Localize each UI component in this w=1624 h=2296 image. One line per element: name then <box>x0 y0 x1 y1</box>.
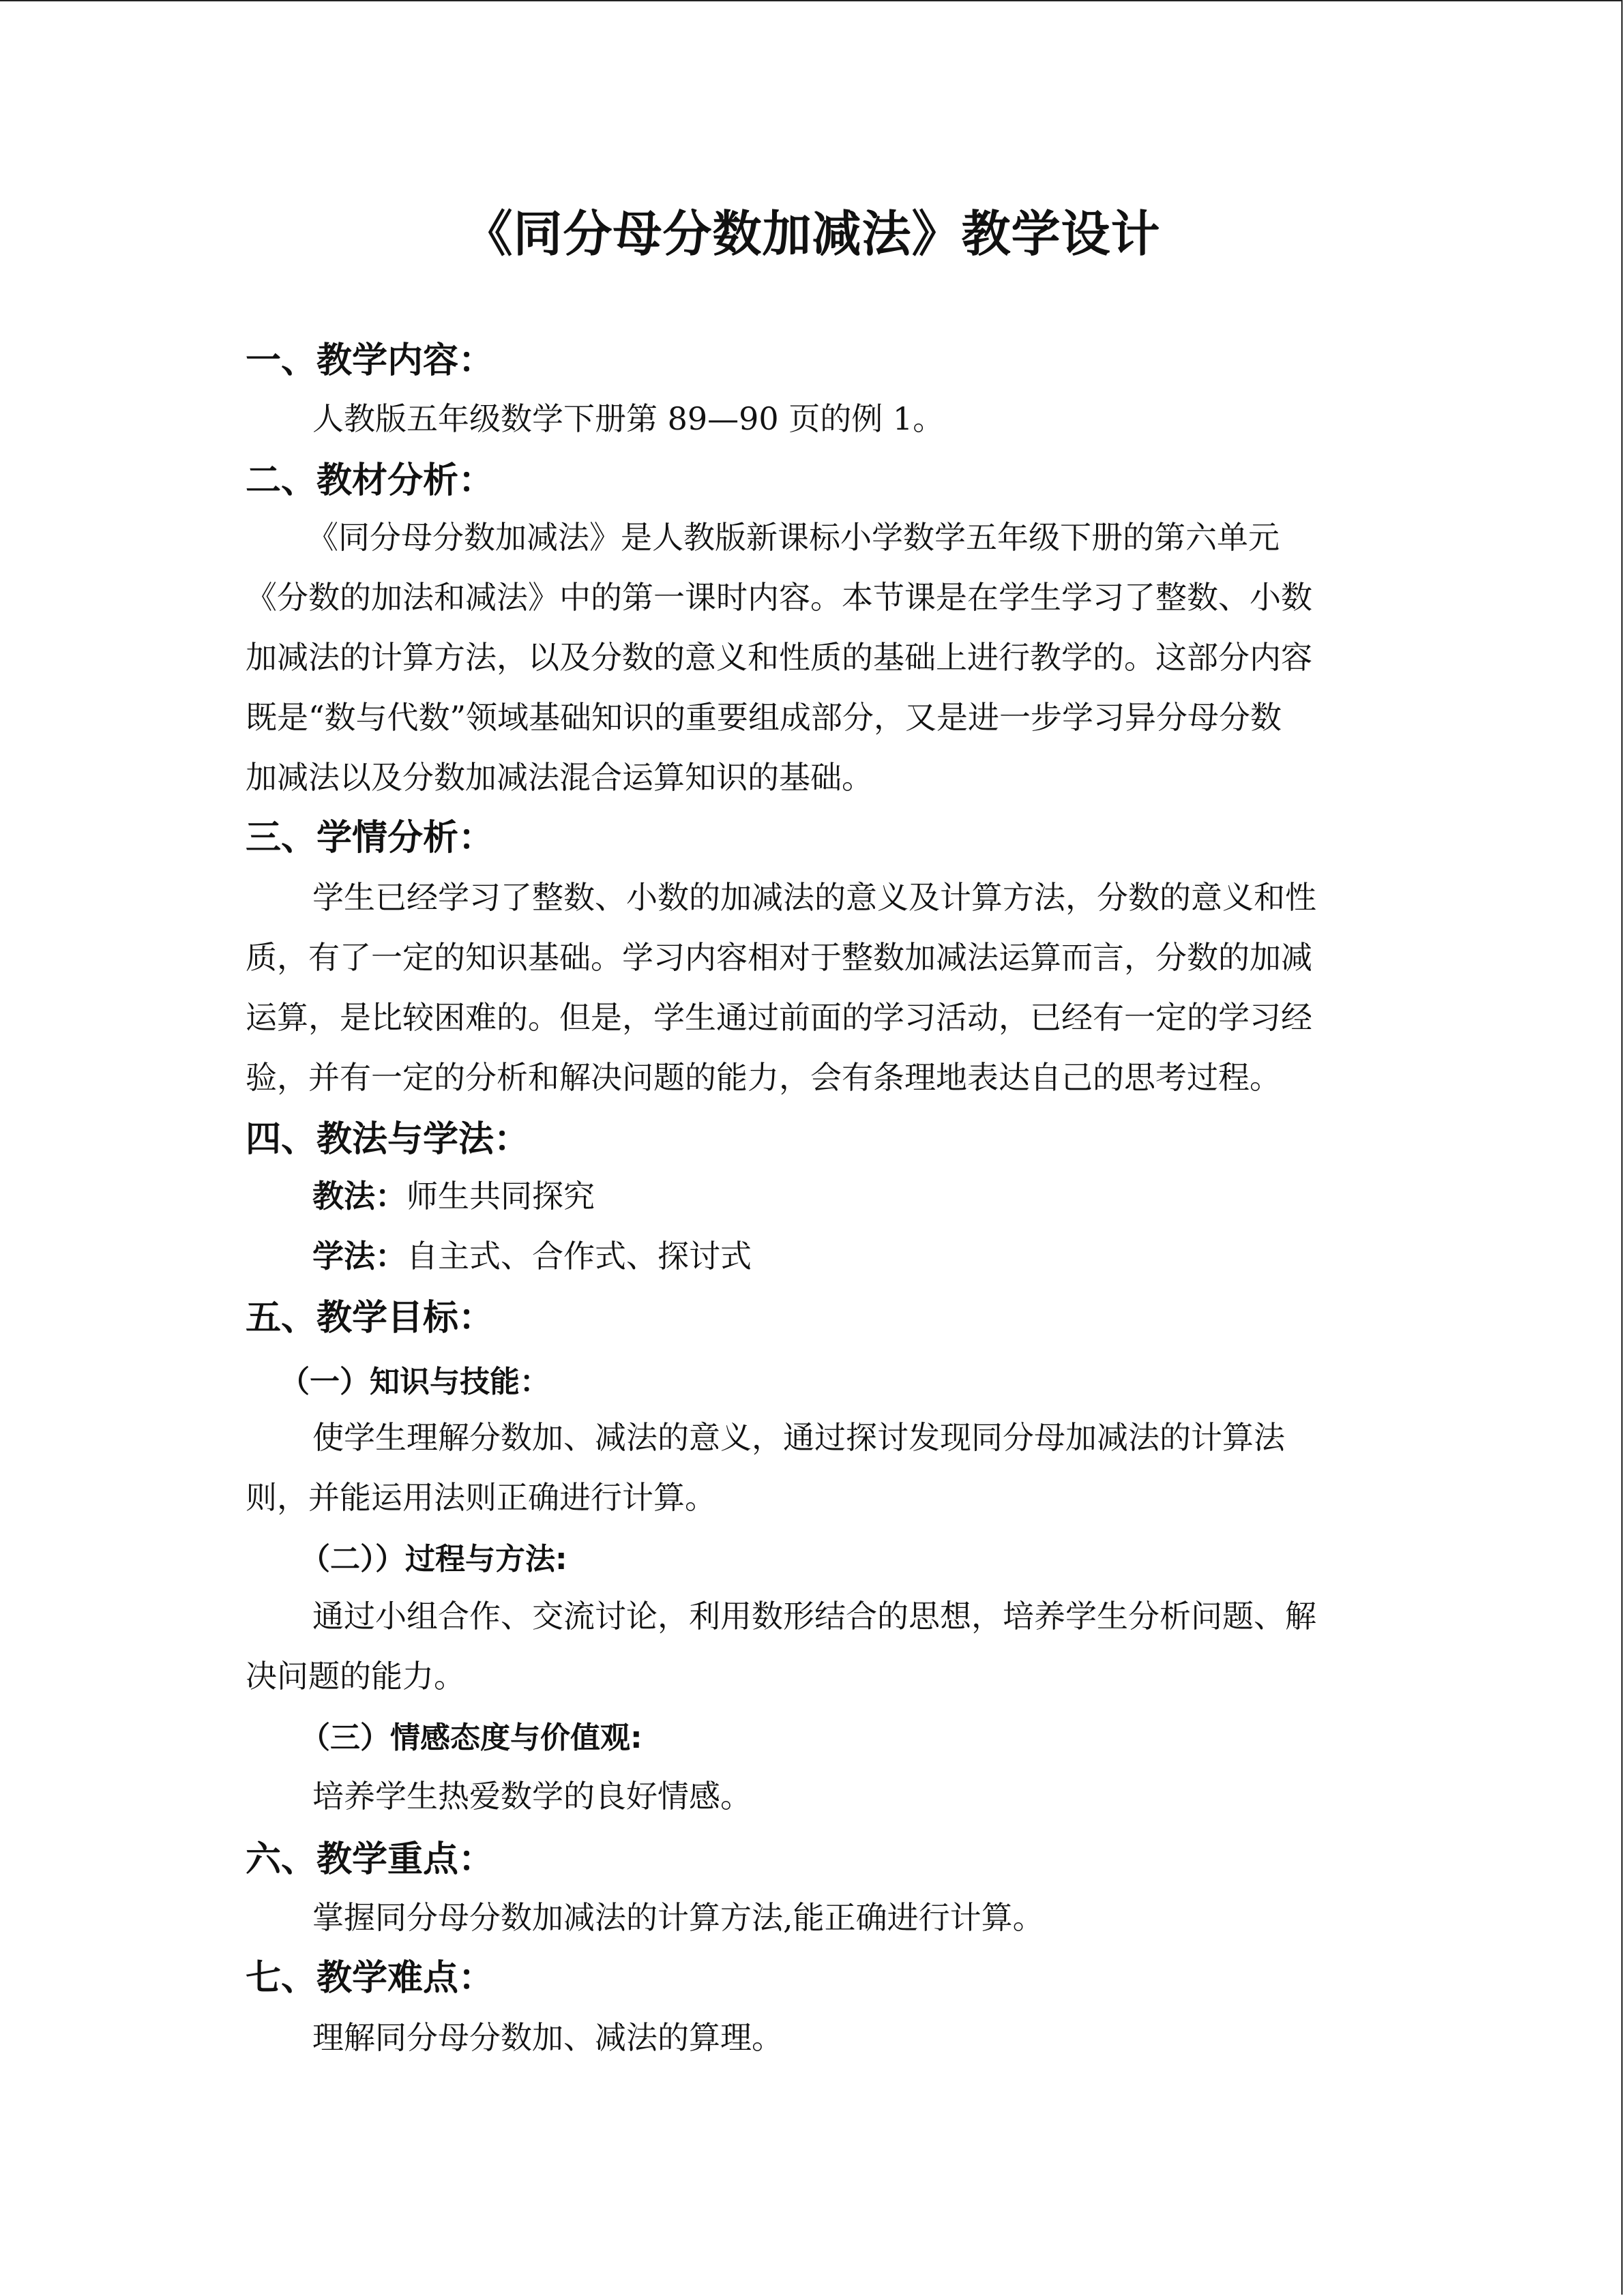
paragraph-line: 《分数的加法和减法》中的第一课时内容。本节课是在学生学习了整数、小数 <box>246 579 1312 616</box>
paragraph-line: 通过小组合作、交流讨论，利用数形结合的思想，培养学生分析问题、解 <box>312 1598 1316 1635</box>
paragraph-line: 验，并有一定的分析和解决问题的能力，会有条理地表达自己的思考过程。 <box>246 1059 1281 1096</box>
paragraph-line: 《同分母分数加减法》是人教版新课标小学数学五年级下册的第六单元 <box>307 519 1280 556</box>
section-heading-content: 一、教学内容： <box>246 340 494 381</box>
section-heading-key-points: 六、教学重点： <box>246 1839 494 1880</box>
teaching-method-line <box>312 1172 595 1217</box>
learning-method-line <box>312 1232 752 1277</box>
section-heading-difficulties: 七、教学难点： <box>246 1958 494 1999</box>
paragraph-line: 培养学生热爱数学的良好情感。 <box>312 1778 752 1815</box>
paragraph-line: 掌握同分母分数加减法的计算方法,能正确进行计算。 <box>312 1899 1044 1936</box>
paragraph-line: 决问题的能力。 <box>246 1658 465 1695</box>
paragraph-line: 使学生理解分数加、减法的意义，通过探讨发现同分母加减法的计算法 <box>312 1419 1285 1456</box>
section-heading-textbook-analysis: 二、教材分析： <box>246 460 494 501</box>
subsection-heading-emotion: （三）情感态度与价值观: <box>300 1720 643 1755</box>
paragraph-line: 理解同分母分数加、减法的算理。 <box>312 2019 783 2056</box>
paragraph-line: 质，有了一定的知识基础。学习内容相对于整数加减法运算而言，分数的加减 <box>246 939 1312 976</box>
paragraph-line: 加减法以及分数加减法混合运算知识的基础。 <box>246 759 873 796</box>
subsection-heading-knowledge: （一）知识与技能： <box>280 1365 550 1399</box>
teaching-method-value: 师生共同探究 <box>407 1178 595 1214</box>
paragraph-line: 则，并能运用法则正确进行计算。 <box>246 1479 716 1516</box>
subsection-heading-process: （二））过程与方法: <box>300 1542 567 1577</box>
learning-method-value: 自主式、合作式、探讨式 <box>407 1238 752 1274</box>
paragraph-line: 运算，是比较困难的。但是，学生通过前面的学习活动，已经有一定的学习经 <box>246 999 1312 1036</box>
teaching-method-label: 教法： <box>312 1178 407 1214</box>
paragraph-line: 学生已经学习了整数、小数的加减法的意义及计算方法，分数的意义和性 <box>312 879 1316 916</box>
paragraph-line: 人教版五年级数学下册第 89—90 页的例 1。 <box>312 400 945 437</box>
section-heading-student-analysis: 三、学情分析： <box>246 818 494 859</box>
paragraph-line: 加减法的计算方法，以及分数的意义和性质的基础上进行教学的。这部分内容 <box>246 639 1312 676</box>
section-heading-objectives: 五、教学目标： <box>246 1298 494 1339</box>
document-title: 《同分母分数加减法》教学设计 <box>463 205 1161 263</box>
learning-method-label: 学法： <box>312 1238 407 1274</box>
paragraph-line: 既是“数与代数”领域基础知识的重要组成部分，又是进一步学习异分母分数 <box>246 699 1282 736</box>
section-heading-methods: 四、教法与学法： <box>246 1119 530 1160</box>
